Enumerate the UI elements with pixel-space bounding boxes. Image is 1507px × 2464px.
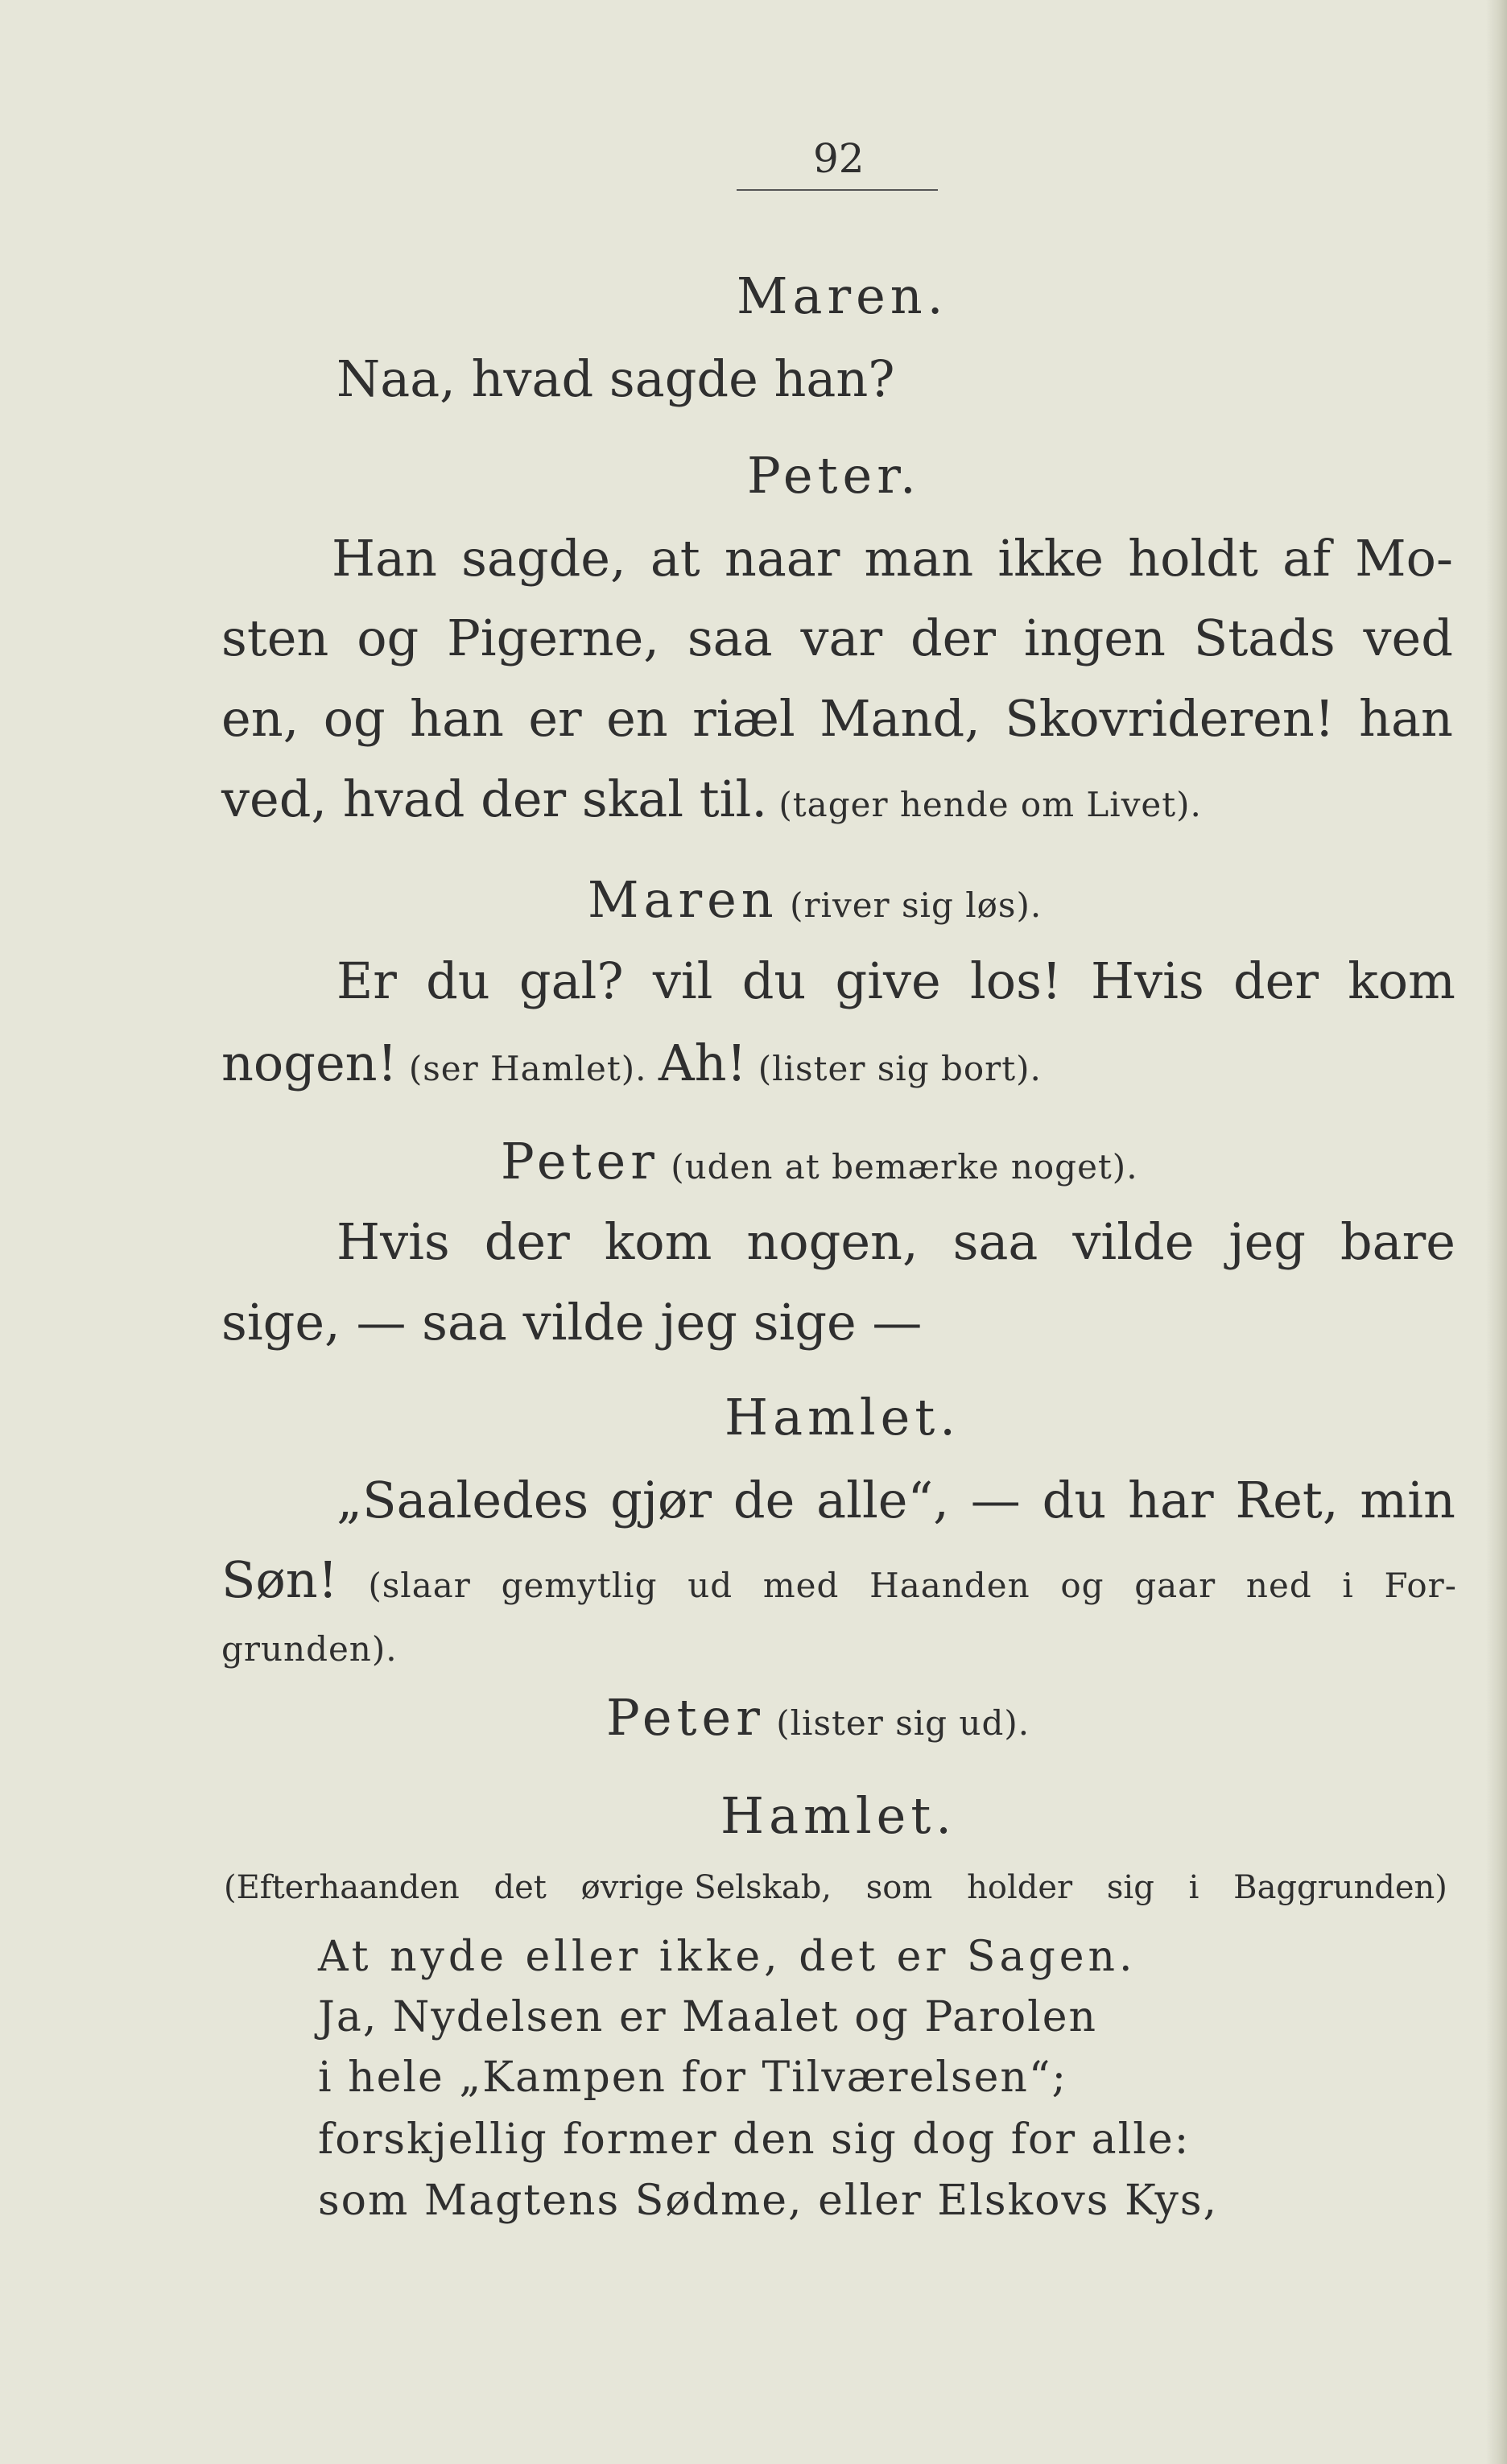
text-line: en, og han er en riæl Mand, Skovrideren! han [221,689,1453,748]
text-line: sten og Pigerne, saa var der ingen Stads ved [221,609,1453,667]
text-line: Hvis der kom nogen, saa vilde jeg bare [336,1212,1455,1271]
text-line: ved, hvad der skal til. (tager hende om Livet). [221,770,1202,828]
verse-line: At nyde eller ikke, det er Sagen. [318,1933,1137,1981]
header-rule [737,189,938,191]
text-line: sige, — saa vilde jeg sige — [221,1293,923,1352]
speaker-peter: Peter (uden at bemærke noget). [501,1132,1138,1191]
speaker-peter: Peter. [747,446,921,505]
stage-direction: (river sig løs). [778,885,1043,925]
stage-direction: (tager hende om Livet). [767,785,1202,824]
speaker-peter: Peter (lister sig ud). [606,1688,1030,1747]
verse-line: Ja, Nydelsen er Maalet og Parolen [318,1993,1098,2041]
speaker-hamlet: Hamlet. [720,1786,956,1845]
stage-direction: (lister sig ud). [764,1703,1030,1743]
speaker-hamlet: Hamlet. [725,1388,960,1447]
text-line: „Saaledes gjør de alle“, — du har Ret, min [336,1471,1455,1529]
text-line: Han sagde, at naar man ikke holdt af Mo- [332,529,1453,588]
stage-direction: (lister sig bort). [746,1049,1042,1088]
page-edge [1486,0,1507,2464]
verse-line: som Magtens Sødme, eller Elskovs Kys, [318,2177,1219,2225]
text-line: nogen! (ser Hamlet). Ah! (lister sig bort). [221,1034,1042,1092]
speaker-maren: Maren. [737,266,948,325]
text-line: Søn! (slaar gemytlig ud med Haanden og gaar ned i For- [221,1550,1457,1609]
verse-line: forskjellig former den sig dog for alle: [318,2115,1191,2164]
page-number: 92 [813,135,865,182]
stage-direction: (uden at bemærke noget). [659,1147,1138,1187]
text-line: Naa, hvad sagde han? [336,349,895,408]
stage-direction: grunden). [221,1629,398,1669]
text-line: Er du gal? vil du give los! Hvis der kom [336,951,1455,1010]
verse-line: i hele „Kampen for Tilværelsen“; [318,2053,1067,2102]
stage-direction: (Efterhaanden det øvrige Selskab, som holder sig i Baggrunden) [224,1869,1447,1906]
stage-direction: (ser Hamlet). [397,1049,659,1088]
speaker-maren: Maren (river sig løs). [588,870,1043,929]
